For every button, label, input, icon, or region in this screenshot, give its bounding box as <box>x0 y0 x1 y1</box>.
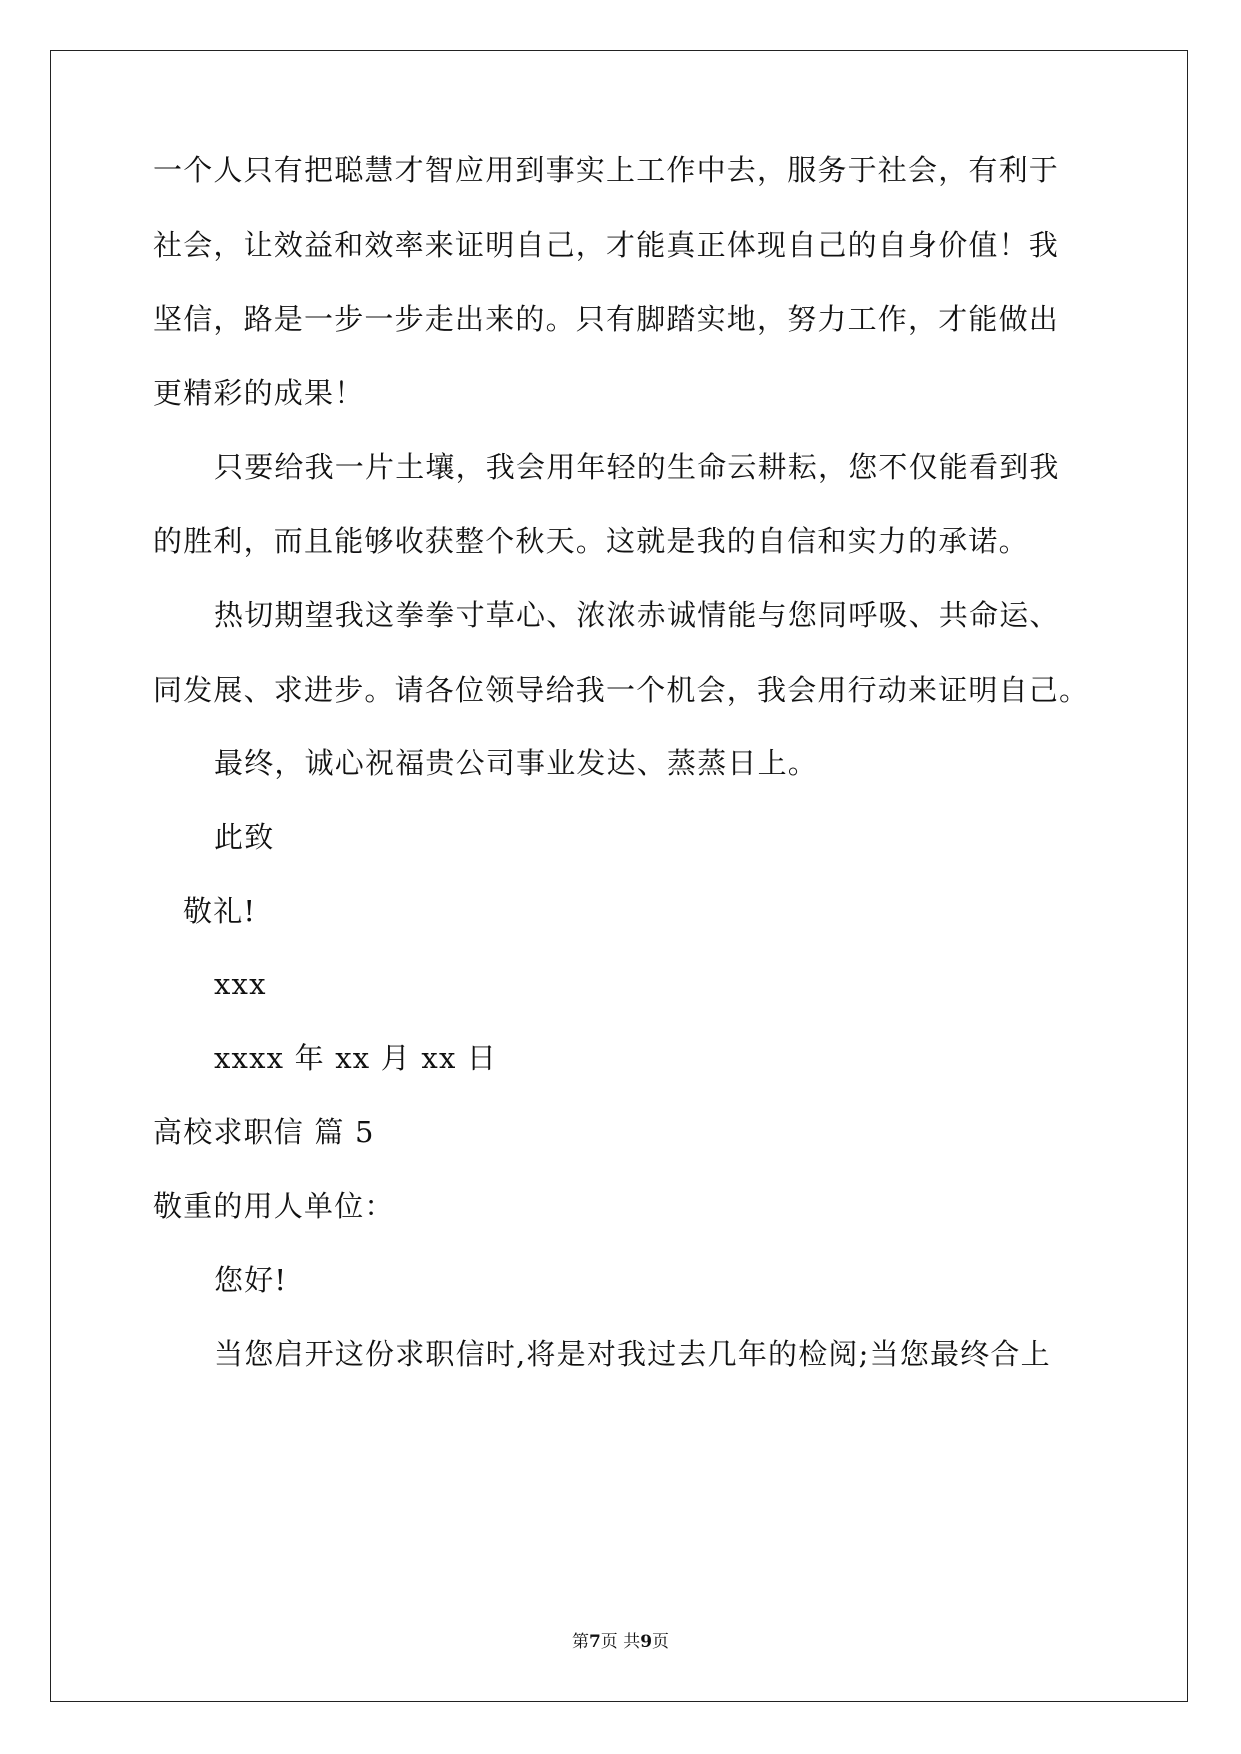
footer-middle: 页 共 <box>600 1632 641 1652</box>
page-border <box>50 50 1188 1702</box>
body-line-1: 一个人只有把聪慧才智应用到事实上工作中去，服务于社会，有利于 <box>153 153 1060 187</box>
salutation-jing-li: 敬礼! <box>183 894 257 928</box>
body-line-7: 热切期望我这拳拳寸草心、浓浓赤诚情能与您同呼吸、共命运、 <box>214 598 1060 632</box>
signature-name: xxx <box>214 967 267 1001</box>
closing-wish: 最终，诚心祝福贵公司事业发达、蒸蒸日上。 <box>214 746 819 780</box>
footer-suffix: 页 <box>652 1632 670 1652</box>
page-footer <box>0 1632 1241 1652</box>
body-line-4: 更精彩的成果！ <box>153 376 365 410</box>
letter-body-line-1: 当您启开这份求职信时,将是对我过去几年的检阅;当您最终合上 <box>214 1337 1051 1371</box>
body-line-2: 社会，让效益和效率来证明自己，才能真正体现自己的自身价值！我 <box>153 228 1060 262</box>
footer-current-page: 7 <box>588 1632 601 1652</box>
signature-date: xxxx 年 xx 月 xx 日 <box>214 1041 498 1075</box>
letter-greeting-hello: 您好! <box>214 1263 288 1297</box>
body-line-5: 只要给我一片土壤，我会用年轻的生命云耕耘，您不仅能看到我 <box>214 450 1060 484</box>
footer-prefix: 第 <box>571 1632 589 1652</box>
body-line-6: 的胜利，而且能够收获整个秋天。这就是我的自信和实力的承诺。 <box>153 524 1029 558</box>
letter-greeting-recipient: 敬重的用人单位： <box>153 1189 395 1223</box>
footer-total-pages: 9 <box>640 1632 653 1652</box>
body-line-8: 同发展、求进步。请各位领导给我一个机会，我会用行动来证明自己。 <box>153 673 1090 707</box>
salutation-ci-zhi: 此致 <box>214 820 275 854</box>
section-heading: 高校求职信 篇 5 <box>153 1115 375 1149</box>
body-line-3: 坚信，路是一步一步走出来的。只有脚踏实地，努力工作，才能做出 <box>153 302 1060 336</box>
